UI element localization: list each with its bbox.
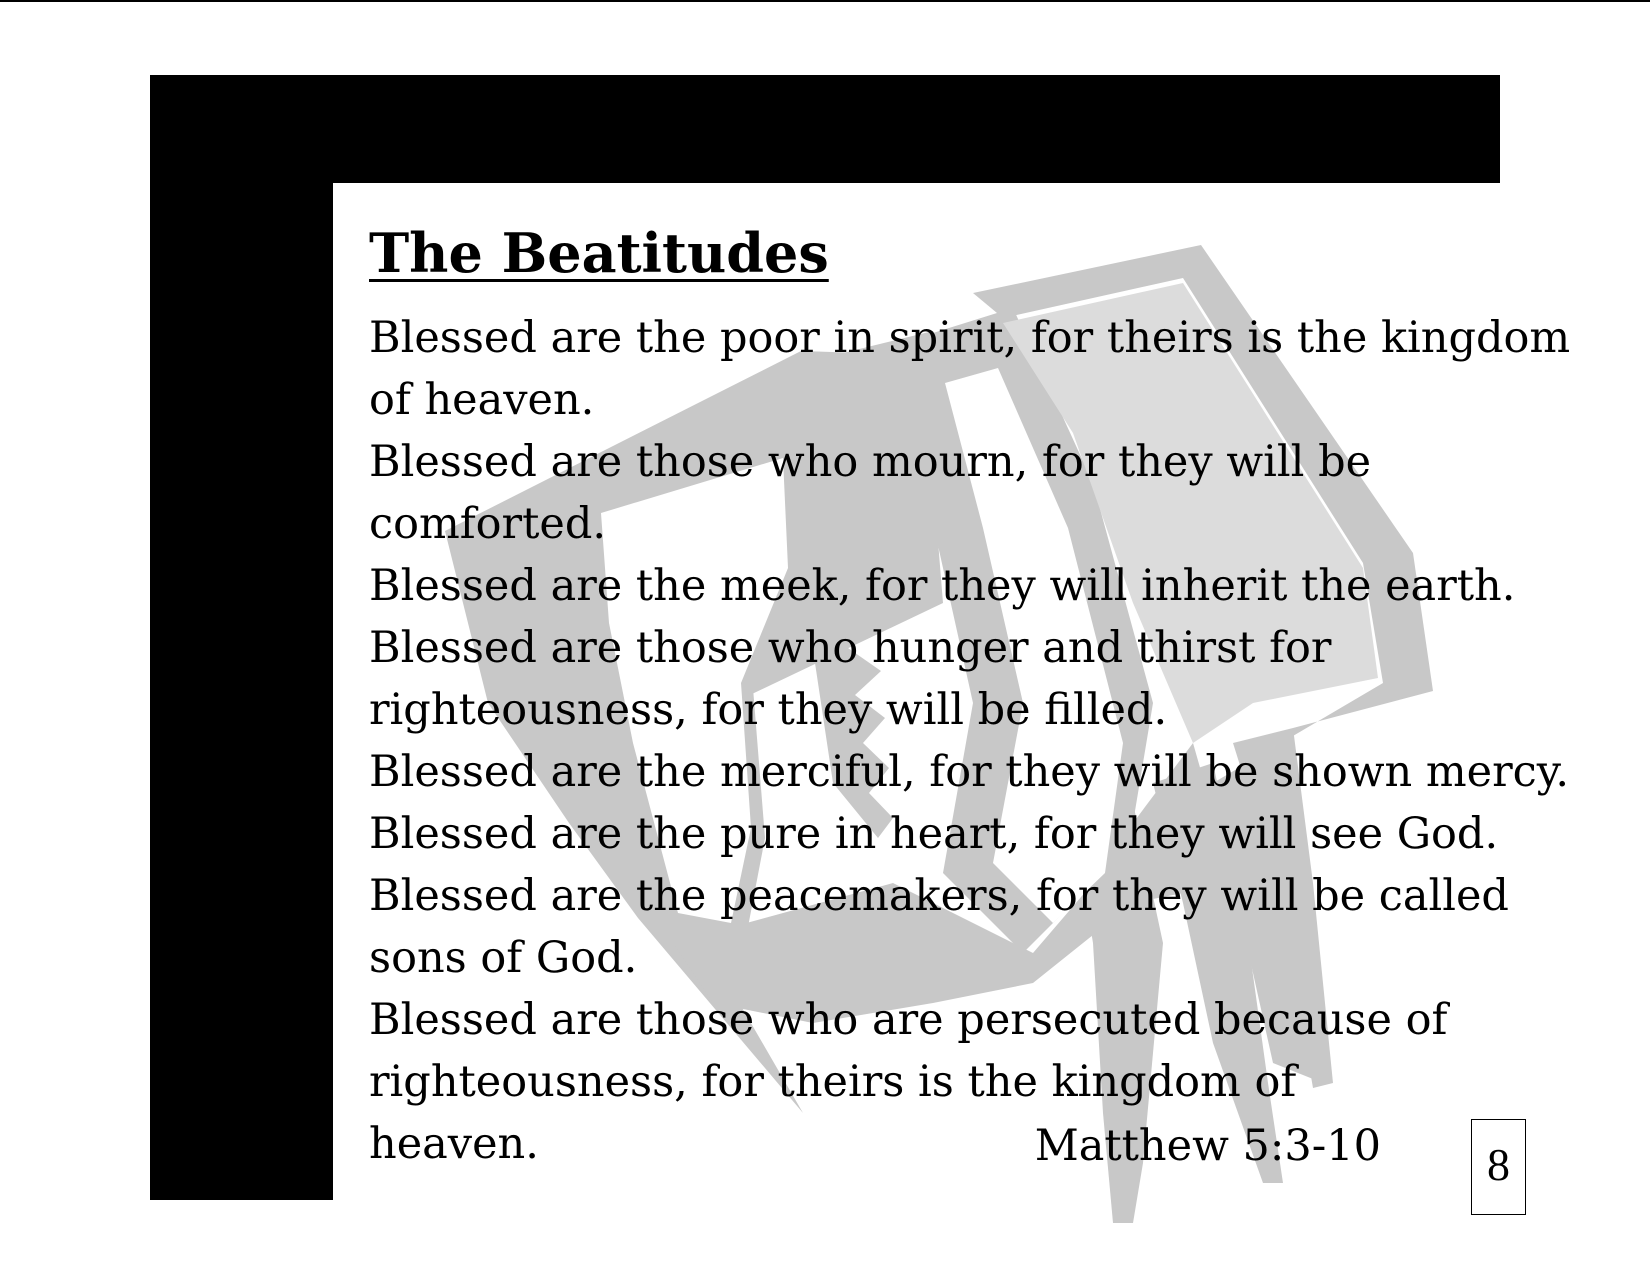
page-title: The Beatitudes	[369, 221, 829, 285]
verse-line: Blessed are those who hunger and thirst for	[369, 623, 1332, 673]
verse-line: sons of God.	[369, 933, 638, 983]
verse-line: righteousness, for they will be filled.	[369, 685, 1168, 735]
verse-line: Blessed are the peacemakers, for they will be called	[369, 871, 1509, 921]
card-frame	[150, 75, 1571, 1200]
top-rule	[0, 0, 1650, 2]
verse-line: Blessed are those who mourn, for they will be	[369, 437, 1372, 487]
verse-line: comforted.	[369, 499, 607, 549]
verse-line: Blessed are those who are persecuted because of	[369, 995, 1448, 1045]
verse-line: of heaven.	[369, 375, 595, 425]
scripture-reference: Matthew 5:3-10	[1034, 1121, 1381, 1171]
verse-line: Blessed are the pure in heart, for they will see God.	[369, 809, 1499, 859]
verse-line: righteousness, for theirs is the kingdom of	[369, 1057, 1297, 1107]
page-number-box	[1471, 1119, 1526, 1215]
card-panel	[333, 183, 1617, 1242]
verse-text	[369, 307, 1609, 1175]
page-number: 8	[1487, 1139, 1510, 1190]
verse-line: Blessed are the merciful, for they will be shown mercy.	[369, 747, 1569, 797]
verse-line: heaven.	[369, 1119, 539, 1169]
verse-line: Blessed are the poor in spirit, for theirs is the kingdom	[369, 313, 1571, 363]
verse-line: Blessed are the meek, for they will inherit the earth.	[369, 561, 1516, 611]
